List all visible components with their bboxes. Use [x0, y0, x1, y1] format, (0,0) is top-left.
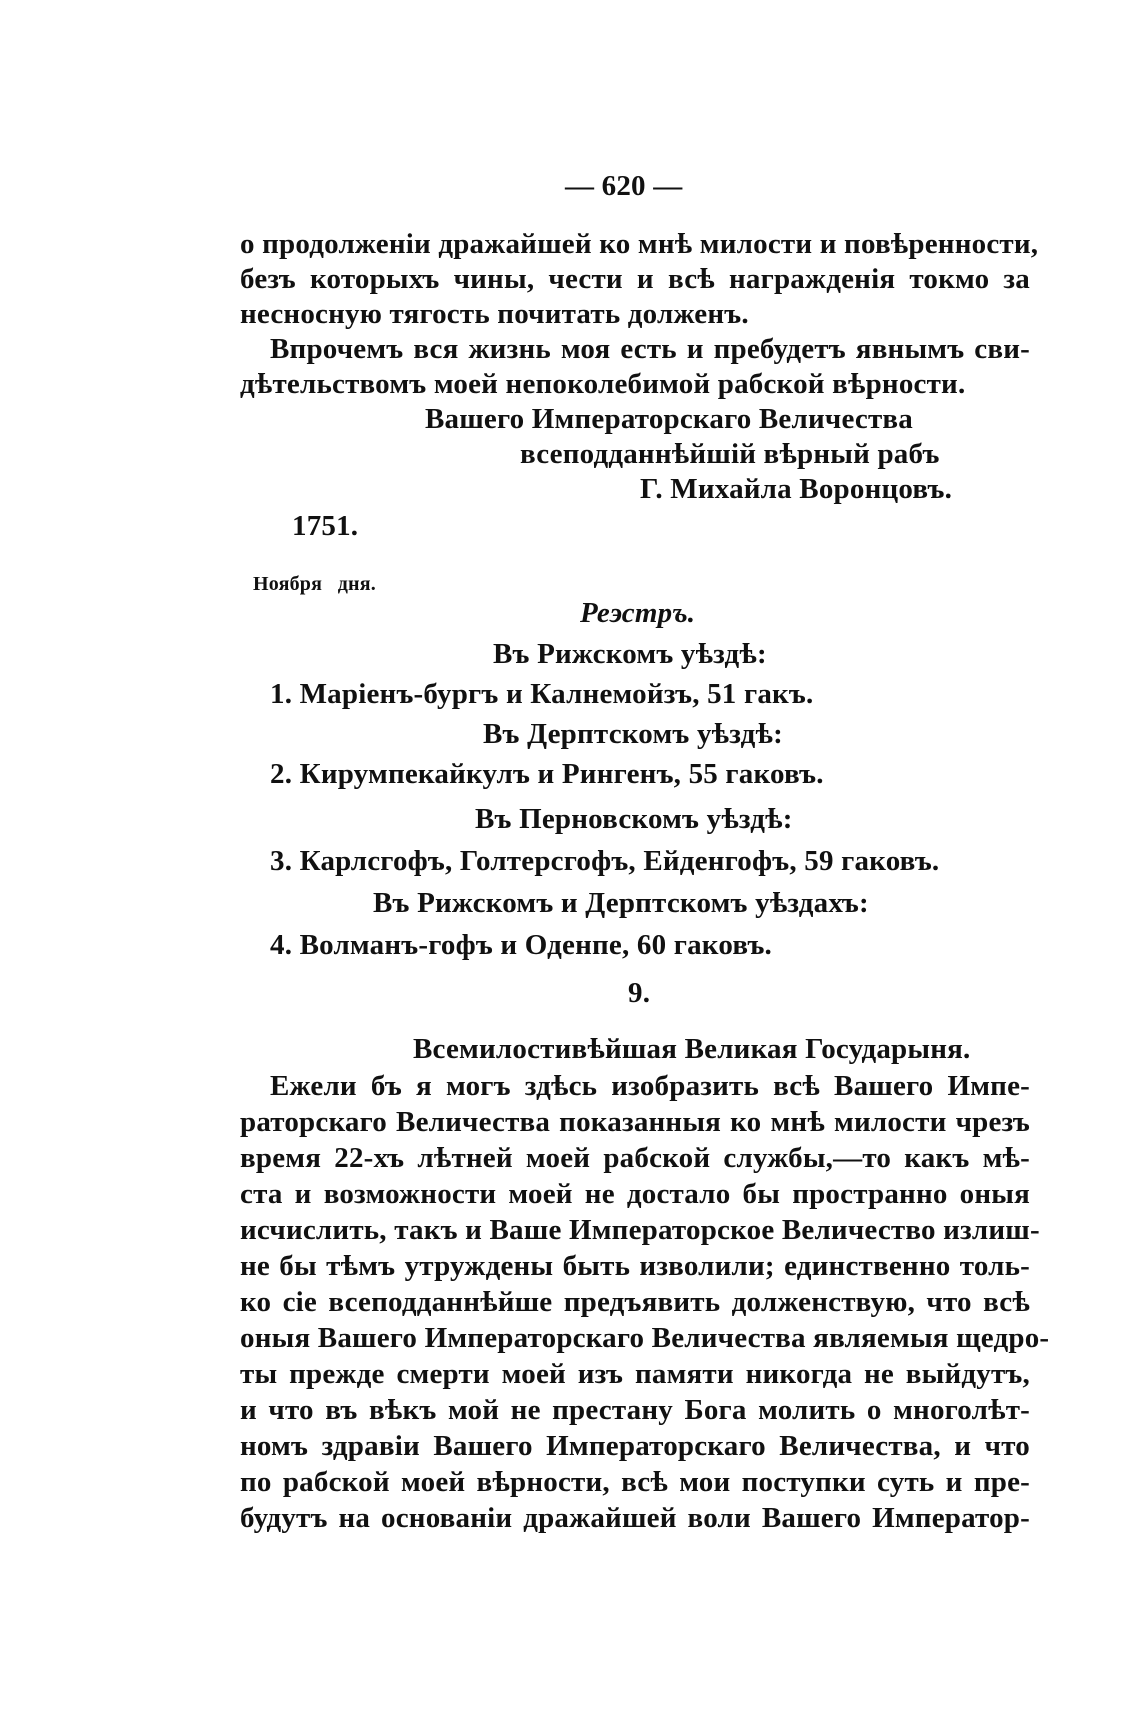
letter-body-line: ко сіе всеподданнѣйше предъявить долженствую, что всѣ — [240, 1286, 1030, 1318]
letter-body-line: и что въ вѣкъ мой не престану Бога молить о многолѣт- — [240, 1394, 1030, 1426]
section-number: 9. — [628, 977, 651, 1009]
letter-end-line: дѣтельствомъ моей непоколебимой рабской вѣрности. — [240, 368, 966, 400]
letter-end-line: безъ которыхъ чины, чести и всѣ награжденія токмо за — [240, 263, 1030, 295]
letter-body-line: раторскаго Величества показанныя ко мнѣ милости чрезъ — [240, 1106, 1030, 1138]
letter-body-line: по рабской моей вѣрности, всѣ мои поступки суть и пре- — [240, 1466, 1030, 1498]
letter-body-line: Ежели бъ я могъ здѣсь изобразить всѣ Вашего Импе- — [270, 1070, 1030, 1102]
register-district: Въ Дерптскомъ уѣздѣ: — [483, 718, 783, 750]
letter-end-line: Впрочемъ вся жизнь моя есть и пребудетъ явнымъ сви- — [270, 333, 1030, 365]
letter-body-line: время 22-хъ лѣтней моей рабской службы,—то какъ мѣ- — [240, 1142, 1030, 1174]
register-item: 3. Карлсгофъ, Голтерсгофъ, Ейденгофъ, 59 гаковъ. — [270, 845, 940, 877]
register-title: Реэстръ. — [580, 597, 696, 629]
page-number: — 620 — — [565, 170, 683, 202]
signature-line: всеподданнѣйшій вѣрный рабъ — [520, 438, 940, 470]
salutation: Всемилостивѣйшая Великая Государыня. — [413, 1033, 971, 1065]
register-district: Въ Рижскомъ уѣздѣ: — [493, 638, 767, 670]
register-item: 1. Маріенъ-бургъ и Калнемойзъ, 51 гакъ. — [270, 678, 814, 710]
letter-body-line: исчислить, такъ и Ваше Императорское Величество излиш- — [240, 1214, 1040, 1246]
register-item: 2. Кирумпекайкулъ и Рингенъ, 55 гаковъ. — [270, 758, 824, 790]
date-month-day: Ноября дня. — [253, 573, 377, 595]
register-item: 4. Волманъ-гофъ и Оденпе, 60 гаковъ. — [270, 929, 773, 961]
letter-end-line: несносную тягость почитать долженъ. — [240, 298, 749, 330]
register-district: Въ Перновскомъ уѣздѣ: — [475, 803, 793, 835]
letter-end-line: о продолженіи дражайшей ко мнѣ милости и повѣренности, — [240, 228, 1039, 260]
letter-body-line: не бы тѣмъ утруждены быть изволили; единственно толь- — [240, 1250, 1030, 1282]
date-year: 1751. — [292, 510, 359, 542]
register-district: Въ Рижскомъ и Дерптскомъ уѣздахъ: — [373, 887, 869, 919]
signature-line: Вашего Императорскаго Величества — [425, 403, 913, 435]
letter-body-line: ста и возможности моей не достало бы пространно оныя — [240, 1178, 1030, 1210]
letter-body-line: номъ здравіи Вашего Императорскаго Величества, и что — [240, 1430, 1030, 1462]
letter-body-line: будутъ на основаніи дражайшей воли Вашего Император- — [240, 1502, 1030, 1534]
signature-name: Г. Михайла Воронцовъ. — [640, 473, 953, 505]
letter-body-line: оныя Вашего Императорскаго Величества являемыя щедро- — [240, 1322, 1050, 1354]
letter-body-line: ты прежде смерти моей изъ памяти никогда не выйдутъ, — [240, 1358, 1030, 1390]
